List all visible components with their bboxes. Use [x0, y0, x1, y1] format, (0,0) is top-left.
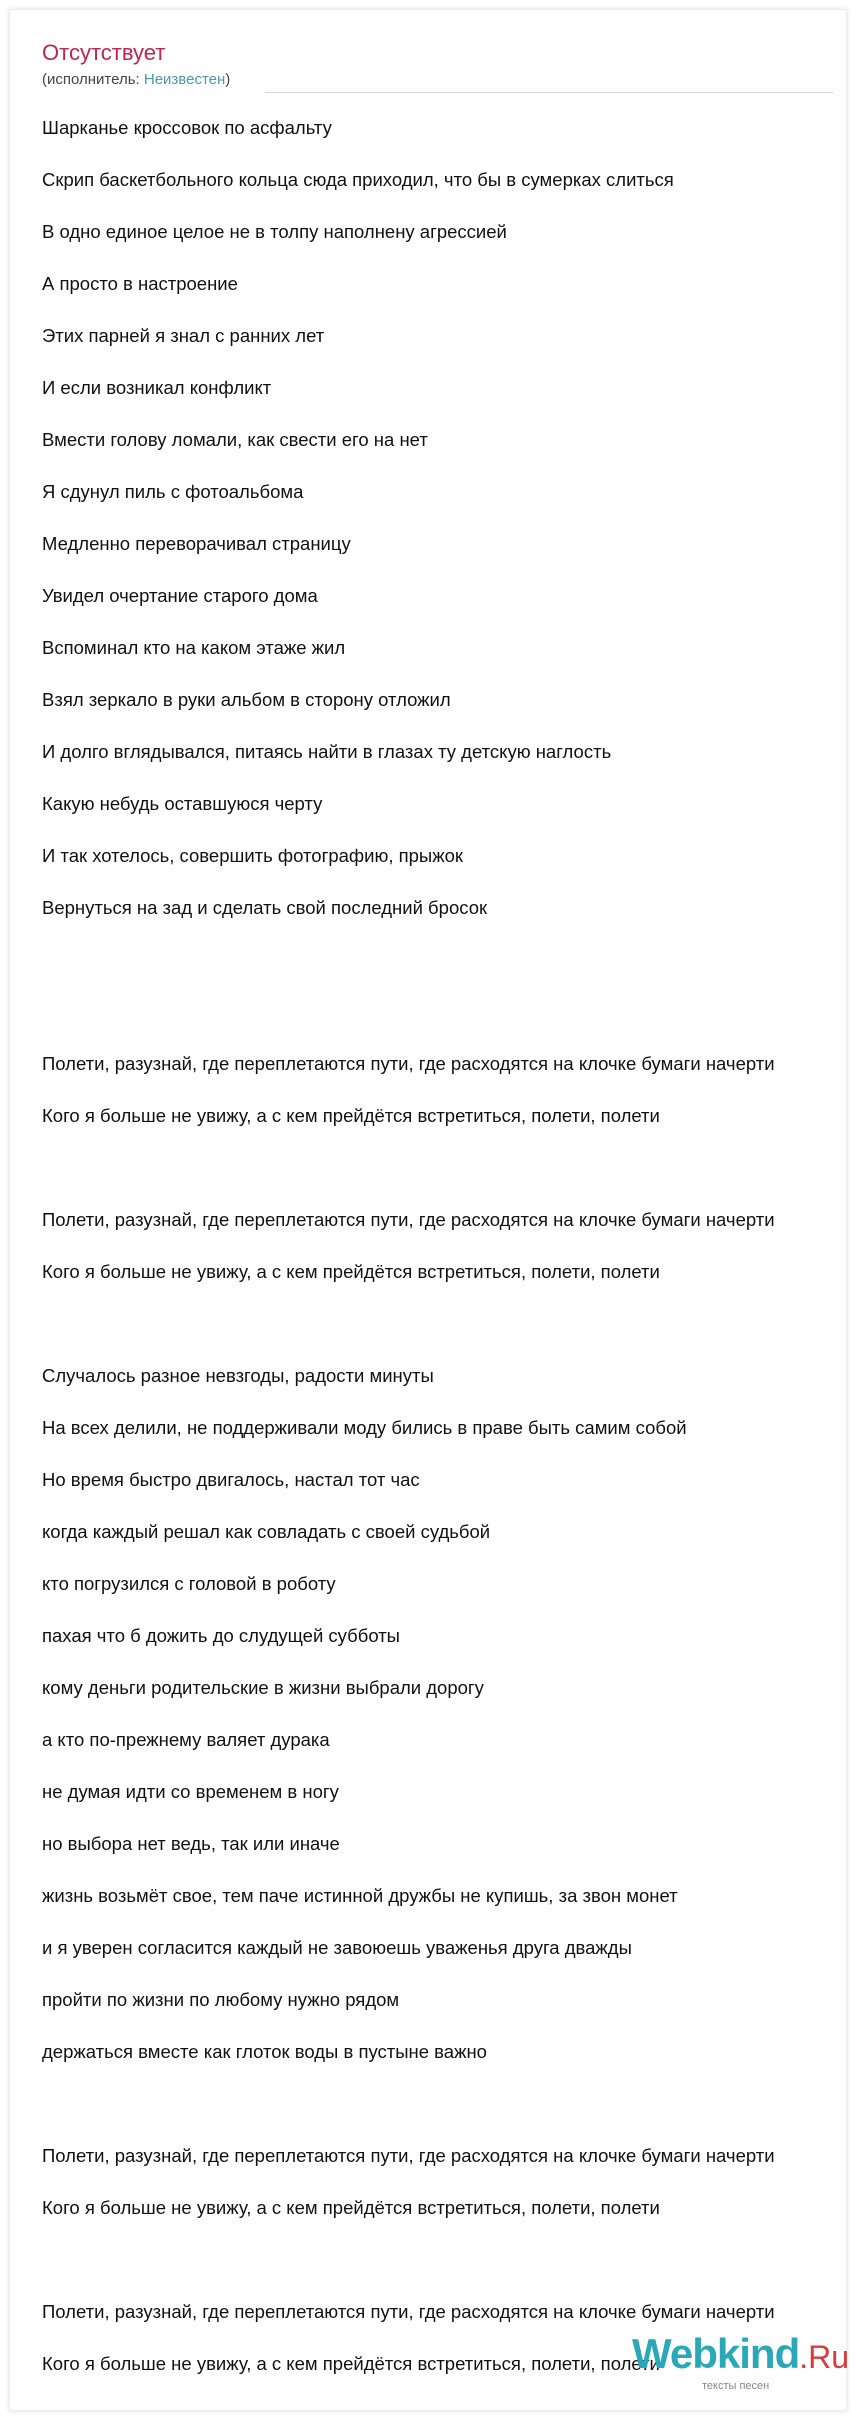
lyric-line: Взял зеркало в руки альбом в сторону отложил [42, 689, 451, 710]
lyric-line: жизнь возьмёт свое, тем паче истинной дружбы не купишь, за звон монет [42, 1885, 678, 1906]
artist-prefix: (исполнитель: [42, 71, 144, 88]
lyric-line: Какую небудь оставшуюся черту [42, 793, 323, 814]
lyric-line: В одно единое целое не в толпу наполнену агрессией [42, 221, 507, 242]
lyric-line: кто погрузился с головой в роботу [42, 1573, 336, 1594]
lyrics-body [42, 102, 846, 2390]
lyric-line: Медленно переворачивал страницу [42, 533, 351, 554]
lyrics-page [10, 10, 846, 2410]
lyric-line: Кого я больше не увижу, а с кем прейдётся встретиться, полети, полети [42, 1261, 660, 1282]
lyric-blank-line [42, 1142, 846, 1194]
lyric-line: Этих парней я знал с ранних лет [42, 325, 325, 346]
lyric-blank-line [42, 2234, 846, 2286]
lyric-line: Полети, разузнай, где переплетаются пути, где расходятся на клочке бумаги начерти [42, 2301, 775, 2322]
lyric-line: Вмести голову ломали, как свести его на нет [42, 429, 428, 450]
lyric-line: держаться вместе как глоток воды в пустыне важно [42, 2041, 487, 2062]
artist-suffix: ) [225, 71, 231, 88]
lyric-line: Скрип баскетбольного кольца сюда приходил, что бы в сумерках слиться [42, 169, 674, 190]
lyric-blank-line [42, 934, 846, 986]
lyric-line: Но время быстро двигалось, настал тот час [42, 1469, 420, 1490]
lyric-line: Я сдунул пиль с фотоальбома [42, 481, 304, 502]
lyric-line: кому деньги родительские в жизни выбрали дорогу [42, 1677, 484, 1698]
lyric-line: И так хотелось, совершить фотографию, прыжок [42, 845, 463, 866]
lyric-line: но выбора нет ведь, так или иначе [42, 1833, 340, 1854]
lyric-line: Случалось разное невзгоды, радости минуты [42, 1365, 434, 1386]
lyric-line: а кто по-прежнему валяет дурака [42, 1729, 330, 1750]
lyric-line: Кого я больше не увижу, а с кем прейдётся встретиться, полети, полети [42, 1105, 660, 1126]
artist-line [42, 71, 230, 88]
logo-tagline: тексты песен [702, 2380, 770, 2392]
lyric-line: Вспоминал кто на каком этаже жил [42, 637, 346, 658]
lyric-line: А просто в настроение [42, 273, 238, 294]
lyric-line: и я уверен согласится каждый не завоюешь уваженья друга дважды [42, 1937, 632, 1958]
artist-link[interactable]: Неизвестен [143, 71, 226, 88]
lyric-line: Шарканье кроссовок по асфальту [42, 117, 332, 138]
lyric-line: пахая что б дожить до слудущей субботы [42, 1625, 400, 1646]
song-title: Отсутствует [42, 40, 166, 65]
lyric-line: не думая идти со временем в ногу [42, 1781, 339, 1802]
lyric-line: Полети, разузнай, где переплетаются пути, где расходятся на клочке бумаги начерти [42, 1053, 775, 1074]
lyric-line: И если возникал конфликт [42, 377, 272, 398]
lyric-line: Кого я больше не увижу, а с кем прейдётся встретиться, полети, полети [42, 2197, 660, 2218]
webkind-logo[interactable] [632, 2330, 858, 2400]
title-divider [265, 92, 833, 93]
lyric-line: И долго вглядывался, питаясь найти в глазах ту детскую наглость [42, 741, 612, 762]
lyric-line: пройти по жизни по любому нужно рядом [42, 1989, 400, 2010]
lyric-blank-line [42, 1298, 846, 1350]
logo-wordmark [632, 2330, 849, 2378]
lyric-blank-line [42, 986, 846, 1038]
lyric-line: когда каждый решал как совладать с своей судьбой [42, 1521, 491, 1542]
lyric-line: Увидел очертание старого дома [42, 585, 318, 606]
logo-tld: .Ru [799, 2339, 850, 2375]
lyric-line: Вернуться на зад и сделать свой последний бросок [42, 897, 488, 918]
lyric-line: На всех делили, не поддерживали моду бились в праве быть самим собой [42, 1417, 687, 1438]
lyric-blank-line [42, 2078, 846, 2130]
logo-name: Webkind [632, 2330, 800, 2377]
lyric-line: Полети, разузнай, где переплетаются пути, где расходятся на клочке бумаги начерти [42, 1209, 775, 1230]
lyric-line: Полети, разузнай, где переплетаются пути, где расходятся на клочке бумаги начерти [42, 2145, 775, 2166]
lyric-line: Кого я больше не увижу, а с кем прейдётся встретиться, полети, полети [42, 2353, 660, 2374]
